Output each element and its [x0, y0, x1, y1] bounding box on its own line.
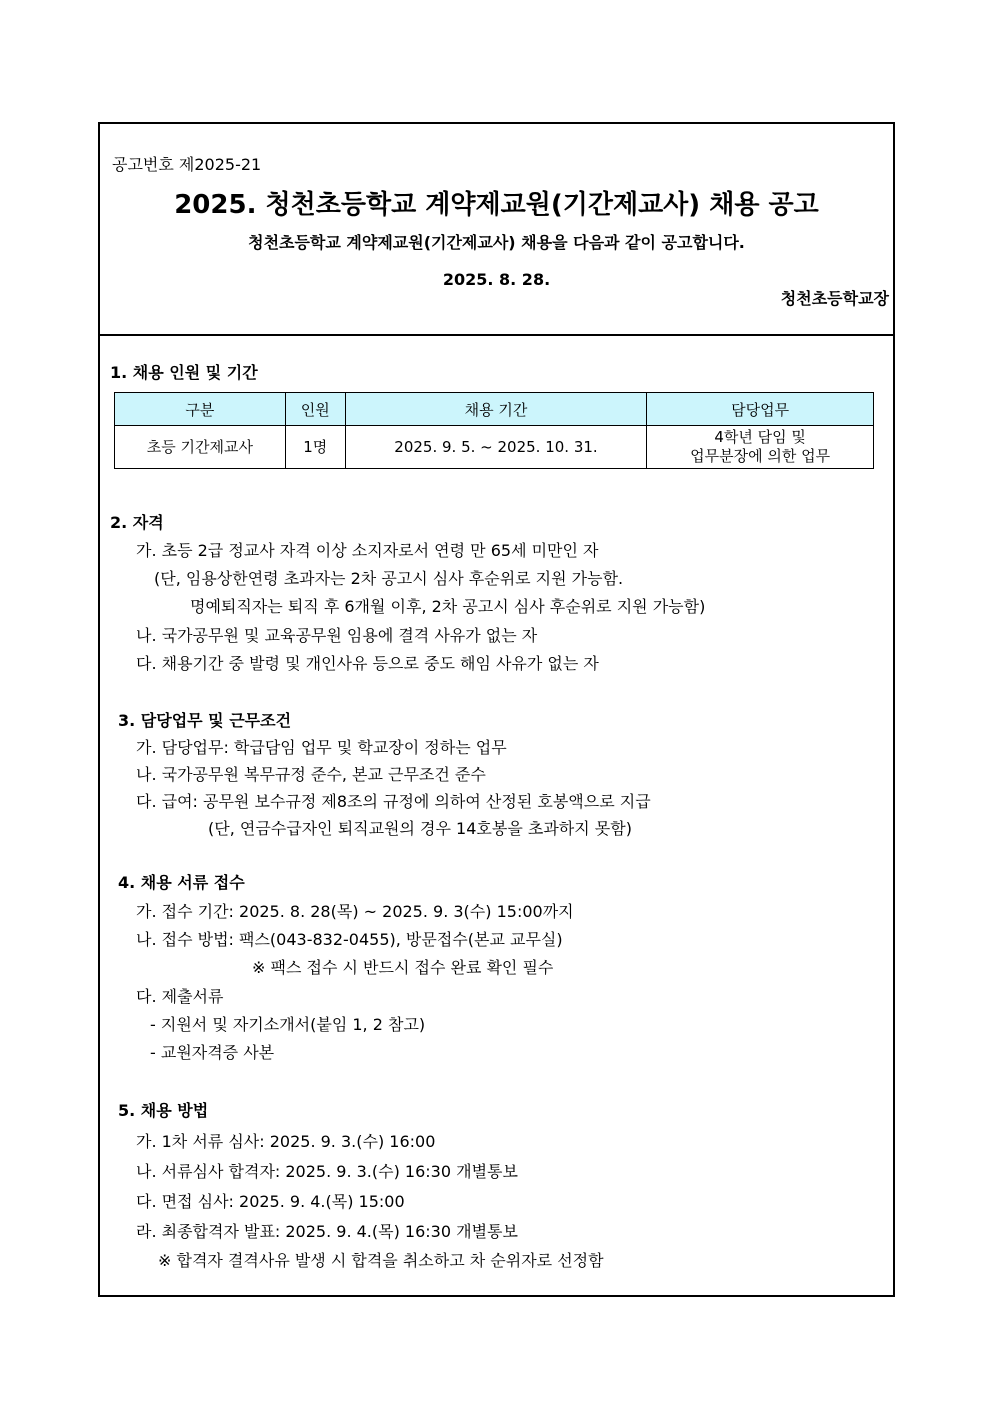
notice-date: 2025. 8. 28. — [442, 270, 551, 289]
section3-heading: 3. 담당업무 및 근무조건 — [118, 711, 292, 730]
table-row — [115, 426, 874, 469]
section2-line: 가. 초등 2급 정교사 자격 이상 소지자로서 연령 만 65세 미만인 자 — [136, 541, 599, 560]
section3-line: (단, 연금수급자인 퇴직교원의 경우 14호봉을 초과하지 못함) — [208, 819, 632, 838]
section3-line: 다. 급여: 공무원 보수규정 제8조의 규정에 의하여 산정된 호봉액으로 지급 — [136, 792, 651, 811]
section3-line: 가. 담당업무: 학급담임 업무 및 학교장이 정하는 업무 — [136, 738, 507, 757]
duty-line: 업무분장에 의한 업무 — [690, 447, 831, 465]
table-cell-duty — [647, 426, 874, 469]
section4-heading: 4. 채용 서류 접수 — [118, 873, 245, 892]
table-header-row — [115, 393, 874, 426]
table-header-cell: 구분 — [115, 393, 286, 426]
section5-line: ※ 합격자 결격사유 발생 시 합격을 취소하고 차 순위자로 선정함 — [158, 1251, 604, 1270]
notice-frame — [98, 122, 895, 1297]
section5-line: 나. 서류심사 합격자: 2025. 9. 3.(수) 16:30 개별통보 — [136, 1162, 518, 1181]
table-cell-period: 2025. 9. 5. ~ 2025. 10. 31. — [345, 426, 647, 469]
notice-signer: 청천초등학교장 — [780, 289, 889, 308]
section3-line: 나. 국가공무원 복무규정 준수, 본교 근무조건 준수 — [136, 765, 486, 784]
section5-line: 라. 최종합격자 발표: 2025. 9. 4.(목) 16:30 개별통보 — [136, 1222, 518, 1241]
header-divider — [100, 334, 893, 336]
table-header-cell: 채용 기간 — [345, 393, 647, 426]
section2-line: (단, 임용상한연령 초과자는 2차 공고시 심사 후순위로 지원 가능함. — [154, 569, 624, 588]
table-cell-category: 초등 기간제교사 — [115, 426, 286, 469]
section4-line: - 교원자격증 사본 — [150, 1043, 275, 1062]
section2-line: 다. 채용기간 중 발령 및 개인사유 등으로 중도 해임 사유가 없는 자 — [136, 654, 599, 673]
page-title: 2025. 청천초등학교 계약제교원(기간제교사) 채용 공고 — [174, 190, 819, 220]
section1-heading: 1. 채용 인원 및 기간 — [110, 363, 258, 382]
section4-line: 다. 제출서류 — [136, 987, 224, 1006]
table-header-cell: 담당업무 — [647, 393, 874, 426]
table-header-cell: 인원 — [285, 393, 345, 426]
duty-line: 4학년 담임 및 — [714, 428, 806, 446]
section2-line: 명예퇴직자는 퇴직 후 6개월 이후, 2차 공고시 심사 후순위로 지원 가능함) — [190, 597, 706, 616]
notice-subtitle: 청천초등학교 계약제교원(기간제교사) 채용을 다음과 같이 공고합니다. — [248, 233, 745, 252]
table-cell-count: 1명 — [285, 426, 345, 469]
section4-line: - 지원서 및 자기소개서(붙임 1, 2 참고) — [150, 1015, 426, 1034]
section2-heading: 2. 자격 — [110, 513, 164, 532]
notice-number: 공고번호 제2025-21 — [112, 155, 262, 174]
recruit-table — [114, 392, 874, 469]
section4-line: 나. 접수 방법: 팩스(043-832-0455), 방문접수(본교 교무실) — [136, 930, 563, 949]
section5-line: 가. 1차 서류 심사: 2025. 9. 3.(수) 16:00 — [136, 1132, 436, 1151]
section2-line: 나. 국가공무원 및 교육공무원 임용에 결격 사유가 없는 자 — [136, 626, 538, 645]
section4-line: 가. 접수 기간: 2025. 8. 28(목) ~ 2025. 9. 3(수) 15:00까지 — [136, 902, 574, 921]
section5-heading: 5. 채용 방법 — [118, 1101, 209, 1120]
section5-line: 다. 면접 심사: 2025. 9. 4.(목) 15:00 — [136, 1192, 405, 1211]
section4-line: ※ 팩스 접수 시 반드시 접수 완료 확인 필수 — [252, 958, 554, 977]
